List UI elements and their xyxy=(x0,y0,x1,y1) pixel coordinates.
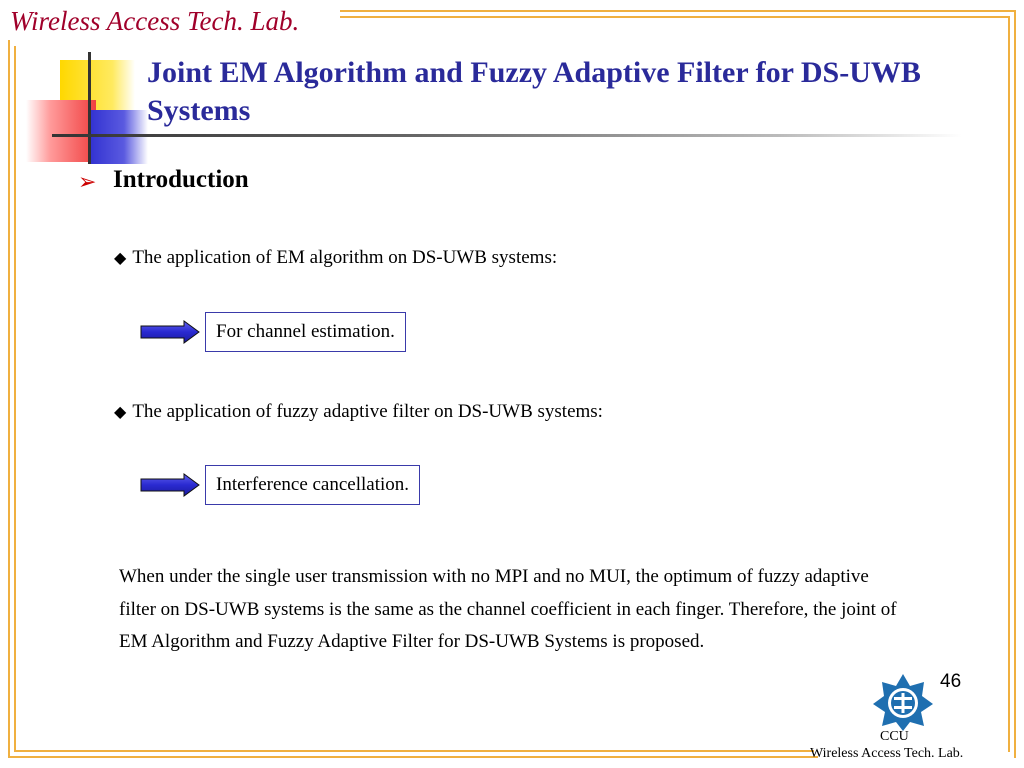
frame-bottom-outer-line xyxy=(8,756,818,758)
section-heading: Introduction xyxy=(113,166,249,193)
interference-cancellation-box: Interference cancellation. xyxy=(205,465,420,505)
frame-bottom-inner-line xyxy=(14,750,814,752)
frame-right-outer-line xyxy=(1014,10,1016,758)
channel-estimation-box: For channel estimation. xyxy=(205,312,406,352)
diamond-bullet-icon: ◆ xyxy=(114,402,127,421)
slide-title: Joint EM Algorithm and Fuzzy Adaptive Filter for DS-UWB Systems xyxy=(147,56,921,127)
frame-right-inner-line xyxy=(1008,16,1010,752)
body-paragraph: When under the single user transmission with no MPI and no MUI, the optimum of fuzzy adaptive filter on DS-UWB systems is the same as the channel coefficient in each finger. Therefore, the joint of EM Algorithm and Fuzzy Adaptive Filter for DS-UWB Systems is proposed. xyxy=(119,566,897,652)
decor-red-square xyxy=(26,100,96,162)
bullet-fuzzy-filter xyxy=(114,401,603,423)
logo-caption: CCU xyxy=(880,729,909,744)
title-underline xyxy=(52,134,962,137)
frame-left-outer-line xyxy=(8,40,10,758)
bullet-text: The application of fuzzy adaptive filter on DS-UWB systems: xyxy=(132,401,603,422)
frame-top-outer-line xyxy=(340,10,1016,12)
frame-left-inner-line xyxy=(14,46,16,752)
ccu-emblem-icon xyxy=(872,672,934,732)
lab-title: Wireless Access Tech. Lab. xyxy=(10,6,300,36)
decor-blue-square xyxy=(88,110,148,164)
right-block-arrow-icon xyxy=(140,320,200,344)
footer-lab-name: Wireless Access Tech. Lab. xyxy=(810,746,964,761)
arrowhead-bullet-icon: ➢ xyxy=(78,170,97,195)
page-number: 46 xyxy=(940,671,962,692)
right-block-arrow-icon xyxy=(140,473,200,497)
decor-vertical-line xyxy=(88,52,91,164)
diamond-bullet-icon: ◆ xyxy=(114,248,127,267)
frame-top-inner-line xyxy=(340,16,1010,18)
bullet-text: The application of EM algorithm on DS-UWB systems: xyxy=(132,247,558,268)
bullet-em-algorithm xyxy=(114,247,557,269)
